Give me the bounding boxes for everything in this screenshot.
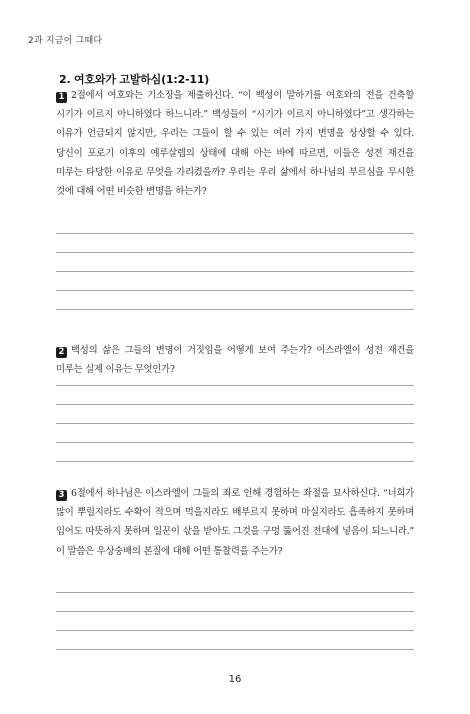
answer-line (56, 309, 414, 310)
question-1 (56, 86, 414, 201)
answer-line (56, 290, 414, 291)
page-number: 16 (228, 674, 242, 685)
answer-line (56, 442, 414, 443)
answer-line (56, 404, 414, 405)
question-number-badge: 1 (56, 92, 67, 103)
answer-line (56, 252, 414, 253)
question-number-badge: 3 (56, 490, 67, 501)
question-text: 2절에서 여호와는 기소장을 제출하신다. “이 백성이 말하기를 여호와의 전을 건축할 시기가 이르지 아니하였다 하느니라.” 백성들이 “시기가 이르지 아니하였다”고 생각하는 이유가 언급되지 않지만, 우리는 그들이 할 수 있는 여러 가지 변명을 상상할 수 있다. 당신이 포로기 이후의 예루살렘의 상태에 대해 아는 바에 따르면, 이들은 성전 재건을 미루는 타당한 이유로 무엇을 가리켰을까? 우리는 우리 삶에서 하나님의 부르심을 무시한 것에 대해 어떤 비슷한 변명을 하는가? (56, 90, 414, 198)
section-title: 2. 여호와가 고발하심(1:2-11) (59, 73, 210, 86)
question-number-badge: 2 (56, 347, 67, 358)
answer-line (56, 630, 414, 631)
answer-line (56, 385, 414, 386)
answer-line (56, 461, 414, 462)
answer-line (56, 592, 414, 593)
question-3 (56, 484, 414, 561)
question-2 (56, 341, 414, 379)
question-text: 백성의 삶은 그들의 변명이 거짓임을 어떻게 보여 주는가? 이스라엘이 성전 재건을 미루는 실제 이유는 무엇인가? (56, 345, 414, 376)
answer-line (56, 649, 414, 650)
answer-line (56, 271, 414, 272)
running-header: 2과 지금이 그때다 (28, 36, 103, 46)
answer-line (56, 611, 414, 612)
answer-line (56, 233, 414, 234)
answer-line (56, 423, 414, 424)
question-text: 6절에서 하나님은 이스라엘이 그들의 죄로 인해 경험하는 좌절을 묘사하신다. “너희가 많이 뿌릴지라도 수확이 적으며 먹을지라도 배부르지 못하며 마실지라도 흡족하지 못하며 입어도 따뜻하지 못하며 일꾼이 삯을 받아도 그것을 구멍 뚫어진 전대에 넣음이 되느니라.” 이 말씀은 우상숭배의 본질에 대해 어떤 통찰력을 주는가? (56, 488, 414, 557)
